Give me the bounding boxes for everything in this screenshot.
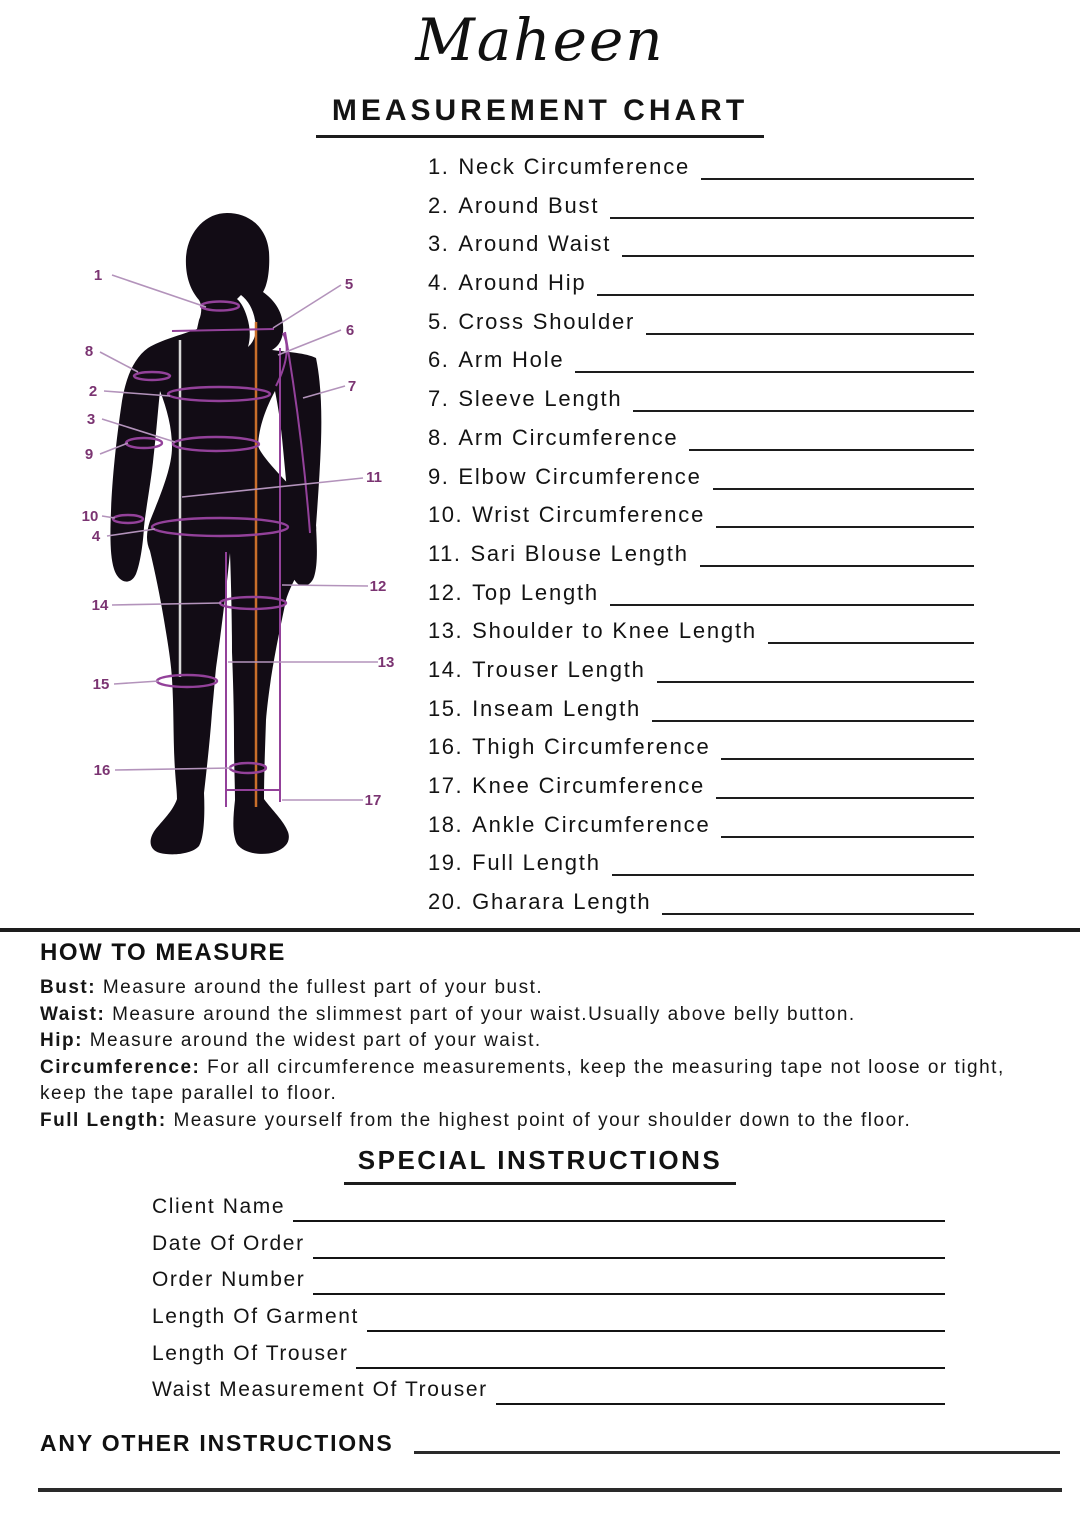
item-number: 20. [428,889,464,915]
field-date-of-order [152,1229,945,1266]
item-number: 11. [428,540,462,566]
body-measurement-diagram [60,200,420,890]
blank-line [612,848,974,876]
field-length-of-garment [152,1302,945,1339]
field-blank-line [367,1302,945,1332]
measurement-row [428,191,974,230]
measurement-list [428,152,974,926]
figure-label-2: 2 [88,383,98,400]
item-label: Elbow Circumference [458,463,702,489]
measurement-row [428,423,974,462]
item-number: 8. [428,424,450,450]
item-label: Sari Blouse Length [470,540,689,566]
field-label: Client Name [152,1195,286,1218]
item-number: 19. [428,850,464,876]
blank-line [646,307,974,335]
item-label: Arm Hole [458,347,565,373]
bottom-rule [38,1488,1062,1492]
section-divider [0,928,1080,932]
item-label: Trouser Length [472,656,646,682]
item-label: Arm Circumference [458,424,679,450]
item-label: Gharara Length [472,889,652,915]
field-order-number [152,1265,945,1302]
item-label: Ankle Circumference [472,811,711,837]
howto-term: Full Length: [40,1109,167,1131]
measurement-row [428,887,974,926]
howto-term: Hip: [40,1030,83,1051]
field-blank-line [496,1375,945,1405]
brand-logo: Maheen [415,6,665,74]
figure-label-17: 17 [364,792,382,809]
item-number: 12. [428,579,464,605]
figure-label-6: 6 [345,322,355,339]
item-label: Full Length [472,850,601,876]
item-label: Sleeve Length [458,386,623,412]
field-label: Date Of Order [152,1231,305,1255]
item-number: 9. [428,463,450,489]
blank-line [597,268,974,296]
blank-line [701,152,974,180]
blank-line [716,500,974,528]
figure-label-9: 9 [84,446,94,463]
measurement-row [428,810,974,849]
measurement-row [428,771,974,810]
item-label: Top Length [472,579,599,605]
figure-label-12: 12 [369,578,387,595]
item-label: Shoulder to Knee Length [472,618,757,644]
special-instructions-fields [152,1192,945,1412]
blank-line [652,694,974,722]
item-label: Inseam Length [472,695,642,721]
item-number: 10. [428,502,464,528]
howto-term: Bust: [40,977,97,998]
item-label: Neck Circumference [458,154,691,179]
field-length-of-trouser [152,1339,945,1376]
figure-label-5: 5 [344,276,354,293]
howto-text: Measure yourself from the highest point of your shoulder down to the floor. [173,1109,912,1131]
item-number: 1. [428,154,450,179]
measurement-row [428,268,974,307]
how-to-measure-heading: HOW TO MEASURE [40,939,286,966]
item-number: 18. [428,811,464,837]
body-silhouette [110,213,321,854]
measurement-row [428,655,974,694]
howto-term: Waist: [40,1003,106,1025]
blank-line [716,771,974,799]
item-number: 14. [428,656,464,682]
blank-line [721,810,974,838]
item-number: 17. [428,773,464,798]
howto-text: Measure around the fullest part of your bust. [102,977,544,998]
how-to-measure-section [40,939,1048,1134]
item-number: 4. [428,270,450,296]
any-other-blank-line [414,1428,1060,1454]
blank-line [713,462,974,490]
measurement-row [428,616,974,655]
howto-item-waist [40,1002,1048,1029]
measurement-row [428,539,974,578]
howto-term: Circumference: [40,1056,201,1078]
field-label: Length Of Trouser [152,1341,349,1365]
figure-label-1: 1 [93,267,103,284]
figure-label-15: 15 [92,676,110,693]
figure-label-13: 13 [377,654,395,671]
item-number: 15. [428,695,464,721]
item-number: 16. [428,734,464,760]
item-number: 3. [428,231,450,257]
field-label: Waist Measurement Of Trouser [152,1378,488,1402]
blank-line [610,191,974,219]
field-blank-line [313,1229,945,1259]
blank-line [689,423,974,451]
field-label: Order Number [152,1268,306,1292]
figure-label-7: 7 [347,378,357,395]
item-label: Thigh Circumference [472,734,711,760]
item-label: Wrist Circumference [472,502,706,528]
figure-label-16: 16 [93,762,111,779]
howto-item-circumference [40,1055,1048,1108]
any-other-instructions [40,1428,1060,1458]
item-number: 5. [428,308,450,334]
figure-label-3: 3 [86,411,96,428]
blank-line [575,345,974,373]
measurement-row [428,152,974,191]
measurement-row [428,732,974,771]
howto-text: For all circumference measurements, keep the measuring tape not loose or tight, keep the tape parallel to floor. [40,1056,1005,1104]
measurement-row [428,462,974,501]
figure-label-8: 8 [84,343,94,360]
blank-line [700,539,974,567]
blank-line [662,887,974,915]
any-other-instructions-label: ANY OTHER INSTRUCTIONS [40,1430,394,1456]
field-blank-line [293,1192,945,1222]
measurement-row [428,848,974,887]
blank-line [633,384,974,412]
page-title-text: MEASUREMENT CHART [316,94,764,138]
howto-item-bust [40,975,1048,1002]
item-label: Around Hip [458,270,587,296]
measurement-row [428,307,974,346]
field-waist-measurement-of-trouser [152,1375,945,1412]
blank-line [657,655,974,683]
item-label: Knee Circumference [472,773,706,798]
item-label: Around Waist [458,231,612,257]
item-number: 13. [428,618,464,644]
field-client-name [152,1192,945,1229]
blank-line [622,229,974,257]
blank-line [768,616,974,644]
special-instructions-heading-text: SPECIAL INSTRUCTIONS [344,1145,736,1185]
item-label: Around Bust [458,192,600,218]
blank-line [721,732,974,760]
item-number: 2. [428,192,450,218]
measurement-row [428,229,974,268]
field-blank-line [313,1265,945,1295]
figure-label-10: 10 [81,508,99,525]
field-blank-line [356,1339,945,1369]
page-title [0,94,1080,138]
measurement-row [428,345,974,384]
blank-line [610,578,974,606]
howto-text: Measure around the slimmest part of your waist.Usually above belly button. [112,1003,856,1025]
field-label: Length Of Garment [152,1305,359,1329]
measurement-row [428,578,974,617]
figure-label-4: 4 [91,528,101,545]
figure-label-14: 14 [91,597,109,614]
measurement-row [428,694,974,733]
measurement-row [428,500,974,539]
special-instructions-heading [0,1145,1080,1185]
figure-label-11: 11 [366,469,382,486]
item-number: 6. [428,347,450,373]
howto-item-hip [40,1028,1048,1055]
item-number: 7. [428,386,450,412]
howto-item-full-length [40,1108,1048,1135]
measurement-row [428,384,974,423]
howto-text: Measure around the widest part of your waist. [89,1030,542,1051]
item-label: Cross Shoulder [458,308,636,334]
